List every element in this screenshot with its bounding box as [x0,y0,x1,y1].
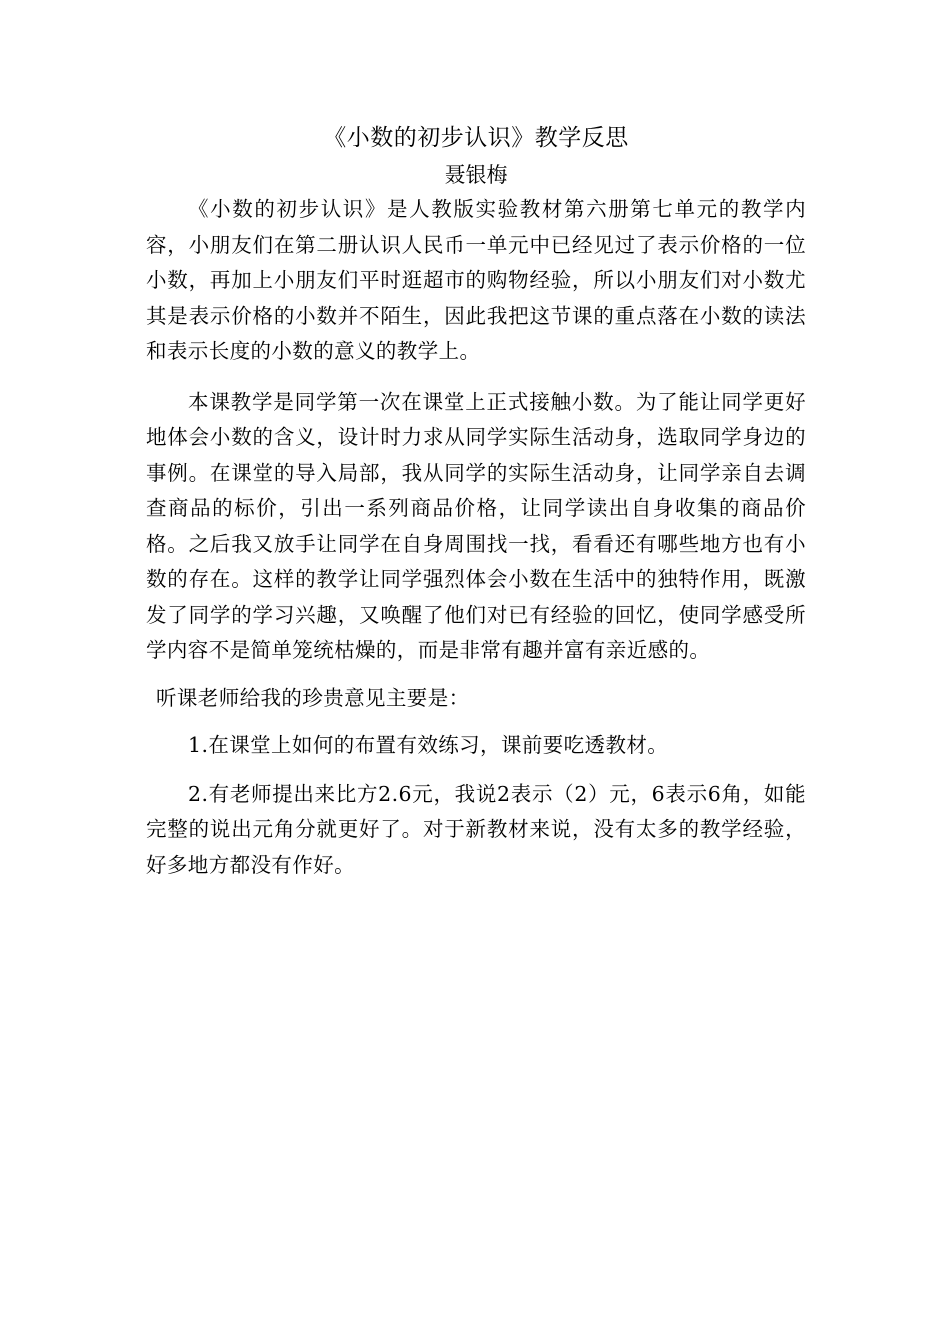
paragraph-teaching: 本课教学是同学第一次在课堂上正式接触小数。为了能让同学更好地体会小数的含义，设计时力求从同学实际生活动身，选取同学身边的事例。在课堂的导入局部，我从同学的实际生活动身，让同学亲自去调查商品的标价，引出一系列商品价格，让同学读出自身收集的商品价格。之后我又放手让同学在自身周围找一找，看看还有哪些地方也有小数的存在。这样的教学让同学强烈体会小数在生活中的独特作用，既激发了同学的学习兴趣，又唤醒了他们对已有经验的回忆，使同学感受所学内容不是简单笼统枯燥的，而是非常有趣并富有亲近感的。 [146,389,806,662]
paragraph-feedback-heading: 听课老师给我的珍贵意见主要是： [156,685,470,710]
document-page [146,118,806,883]
paragraph-feedback-item-1: 1.在课堂上如何的布置有效练习，课前要吃透教材。 [188,733,669,757]
document-title: 《小数的初步认识》教学反思 [323,125,629,151]
paragraph-feedback-item-2: 2.有老师提出来比方2.6元，我说2表示（2）元，6表示6角，如能完整的说出元角分就更好了。对于新教材来说，没有太多的教学经验，好多地方都没有作好。 [146,781,806,877]
document-author: 聂银梅 [444,163,508,187]
paragraph-intro: 《小数的初步认识》是人教版实验教材第六册第七单元的教学内容，小朋友们在第二册认识人民币一单元中已经见过了表示价格的一位小数，再加上小朋友们平时逛超市的购物经验，所以小朋友们对小数尤其是表示价格的小数并不陌生，因此我把这节课的重点落在小数的读法和表示长度的小数的意义的教学上。 [146,197,806,363]
